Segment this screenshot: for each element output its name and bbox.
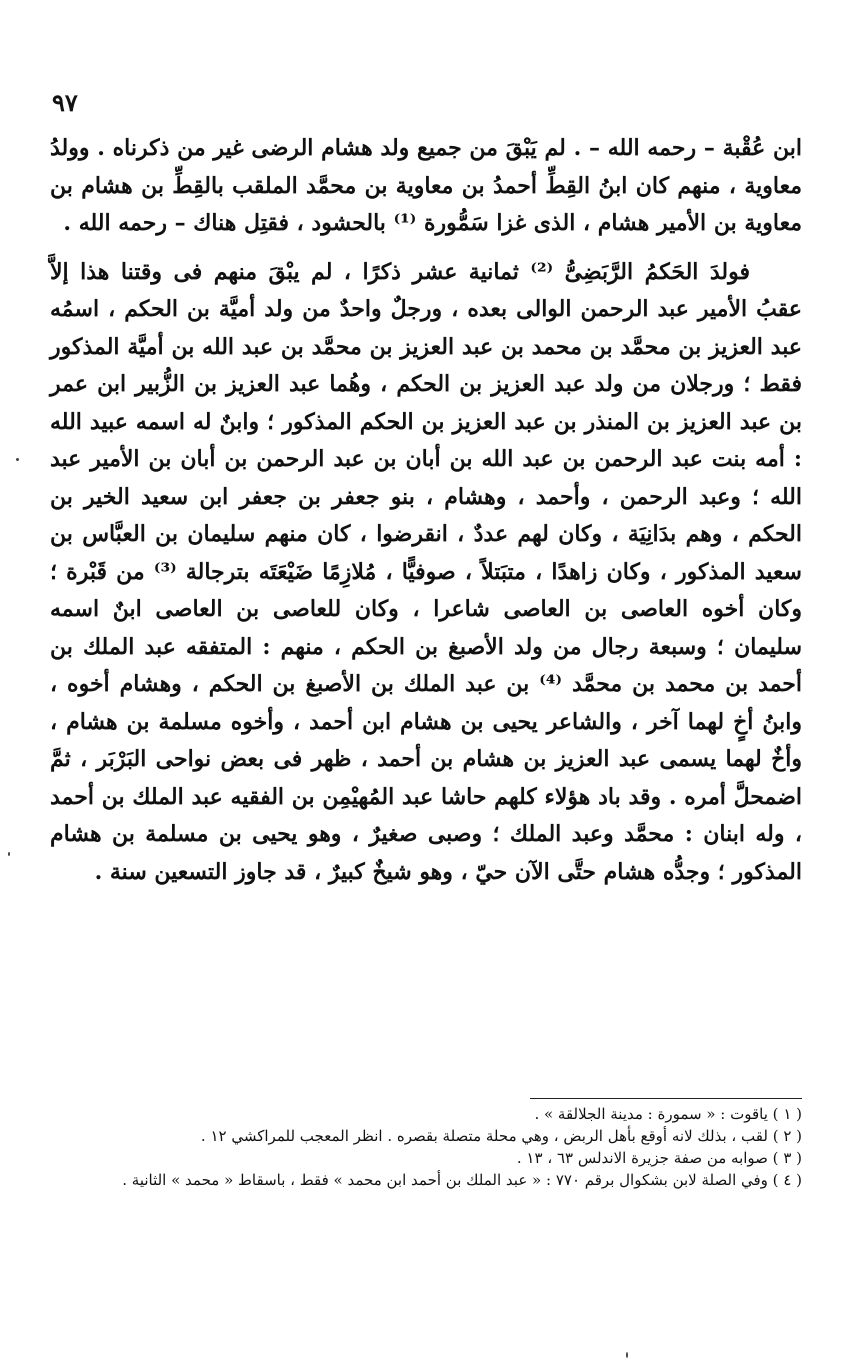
footnote-divider [530, 1098, 802, 1099]
main-text [50, 130, 802, 891]
scan-speck [8, 852, 10, 856]
footnote-2: ( ٢ ) لقب ، بذلك لانه أوقع بأهل الربض ، وهي محلة متصلة بقصره . انظر المعجب للمراكشي ١٢ . [200, 1127, 802, 1145]
footnote-4: ( ٤ ) وفي الصلة لابن بشكوال برقم ٧٧٠ : « عبد الملك بن أحمد ابن محمد » فقط ، باسقاط « محمد » الثانية . [122, 1171, 802, 1189]
footnote-1: ( ١ ) ياقوت : « سمورة : مدينة الجلالقة » . [534, 1105, 802, 1123]
footnotes [60, 1103, 802, 1191]
footnote-3: ( ٣ ) صوابه من صفة جزيرة الاندلس ٦٣ ، ١٣ . [516, 1149, 802, 1167]
scan-speck [626, 1352, 628, 1358]
paragraph-2: فولدَ الحَكمُ الرَّبَضِىُّ ⁽²⁾ ثمانية عشر ذكرًا ، لم يبْقَ منهم فى وقتنا هذا إلاَّ عقبُ الأمير عبد الرحمن الوالى بعده ، ورجلٌ واحدٌ من ولد أميَّة بن الحكم ، اسمُه عبد العزيز بن محمَّد بن محمد بن عبد العزيز بن محمَّد بن عبد الله بن أميَّة المذكور فقط ؛ ورجلان من ولد عبد العزيز بن الحكم ، وهُما عبد العزيز بن الزُّبير ابن عمر بن عبد العزيز بن المنذر بن عبد العزيز بن الحكم المذكور ؛ وابنٌ له اسمه عبيد الله : أمه بنت عبد الرحمن بن عبد الله بن أبان بن عبد الرحمن بن أبان بن الأمير عبد الله ؛ وعبد الرحمن ، وأحمد ، وهشام ، بنو جعفر بن جعفر ابن سعيد الخير بن الحكم ، وهم بدَانِيَة ، وكان لهم عددٌ ، انقرضوا ، كان منهم سليمان بن العبَّاس بن سعيد المذكور ، وكان زاهدًا ، متبَتلاً ، صوفيًّا ، مُلازِمًا ضَيْعَتَه بترجالة ⁽³⁾ من قَبْرة ؛ وكان أخوه العاصى بن العاصى شاعرا ، وكان للعاصى بن العاصى ابنٌ اسمه سليمان ؛ وسبعة رجال من ولد الأصبغ بن الحكم ، منهم : المتفقه عبد الملك بن أحمد بن محمد بن محمَّد ⁽⁴⁾ بن عبد الملك بن الأصبغ بن الحكم ، وهشام أخوه ، وابنُ أخٍ لهما آخر ، والشاعر يحيى بن هشام ابن أحمد ، وأخوه مسلمة بن هشام ، وأخٌ لهما يسمى عبد العزيز بن هشام بن أحمد ، ظهر فى بعض نواحى البَرْبَر ، ثمَّ اضمحلَّ أمره . وقد باد هؤلاء كلهم حاشا عبد المُهيْمِن بن الفقيه عبد الملك بن أحمد ، وله ابنان : محمَّد وعبد الملك ؛ وصبى صغيرٌ ، وهو يحيى بن مسلمة بن هشام المذكور ؛ وجدُّه هشام حتَّى الآن حيّ ، وهو شيخٌ كبيرٌ ، قد جاوز التسعين سنة . [50, 258, 802, 885]
page-number: ٩٧ [52, 88, 78, 117]
paragraph-1: ابن عُقْبة – رحمه الله – . لم يَبْقَ من جميع ولد هشام الرضى غير من ذكرناه . وولدُ معاوية ، منهم كان ابنُ القِطِّ أحمدُ بن معاوية بن محمَّد الملقب بالقِطِّ بن هشام بن معاوية بن الأمير هشام ، الذى غزا سَمُّورة ⁽¹⁾ بالحشود ، فقتِل هناك – رحمه الله . [50, 135, 802, 236]
scan-speck [16, 458, 19, 461]
